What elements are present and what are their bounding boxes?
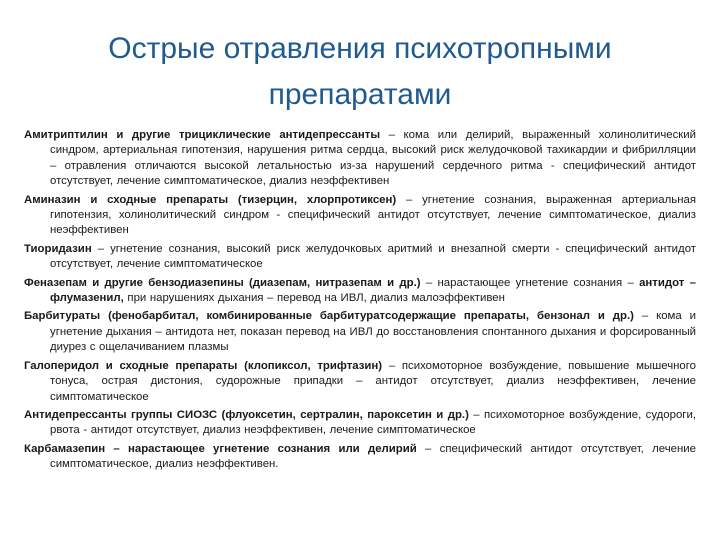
- drug-name: Барбитураты (фенобарбитал, комбинированные барбитуратсодержащие препараты, бензонал и др.): [24, 310, 634, 323]
- drug-description: – кома или делирий, выраженный холинолитический синдром, артериальная гипотензия, нарушения ритма сердца, высокий риск желудочковой тахикардии и фибрилляции – отравления отличаются высокой летальностью из-за нарушений сердечного ритма - специфический антидот отсутствует, лечение симптоматическое, диализ неэффективен: [50, 129, 696, 188]
- paragraph-barbiturates: [24, 309, 696, 355]
- paragraph-thioridazine: [24, 242, 696, 273]
- slide-content: [24, 128, 696, 476]
- paragraph-aminazine: [24, 193, 696, 239]
- drug-name: Тиоридазин: [24, 242, 92, 255]
- paragraph-carbamazepine: [24, 442, 696, 473]
- drug-description: – психомоторное возбуждение, судороги, рвота - антидот отсутствует, диализ неэффективен, лечение симптоматическое: [50, 408, 696, 437]
- drug-description: – кома и угнетение дыхания – антидота нет, показан перевод на ИВЛ до восстановления спонтанного дыхания и форсированный диурез с ощелачиванием плазмы: [50, 310, 696, 354]
- drug-name: Галоперидол и сходные препараты (клопиксол, трифтазин): [24, 359, 383, 372]
- slide-title-line-2: препаратами: [268, 78, 452, 111]
- drug-name: Антидепрессанты группы СИОЗС (флуоксетин, сертралин, пароксетин и др.): [24, 408, 469, 421]
- paragraph-phenazepam: [24, 276, 696, 307]
- paragraph-haloperidol: [24, 359, 696, 405]
- drug-name: Амитриптилин и другие трициклические антидепрессанты: [24, 129, 381, 141]
- drug-description: – угнетение сознания, высокий риск желудочковых аритмий и внезапной смерти - специфический антидот отсутствует, лечение симптоматическое: [50, 242, 696, 271]
- drug-name: Феназепам и другие бензодиазепины (диазепам, нитразепам и др.): [24, 276, 421, 289]
- drug-description: – специфический антидот отсутствует, лечение симптоматическое, диализ неэффективен.: [50, 442, 696, 471]
- drug-description: – угнетение сознания, выраженная артериальная гипотензия, холинолитический синдром - специфический антидот отсутствует, лечение симптоматическое, диализ неэффективен: [50, 193, 696, 237]
- drug-description: – нарастающее угнетение сознания –: [420, 276, 640, 289]
- slide-title-line-1: Острые отравления психотропными: [108, 32, 612, 65]
- drug-name: Карбамазепин – нарастающее угнетение сознания или делирий: [24, 442, 417, 455]
- drug-description-continued: при нарушениях дыхания – перевод на ИВЛ, диализ малоэффективен: [123, 292, 505, 305]
- antidote-name: антидот – флумазенил,: [50, 276, 696, 305]
- paragraph-ssri: [24, 408, 696, 439]
- slide-title: [40, 26, 680, 118]
- drug-name: Аминазин и сходные препараты (тизерцин, хлорпротиксен): [24, 193, 397, 206]
- paragraph-amitriptyline: [24, 128, 696, 190]
- drug-description: – психомоторное возбуждение, повышение мышечного тонуса, острая дистония, судорожные припадки – антидот отсутствует, диализ неэффективен, лечение симптоматическое: [50, 359, 696, 403]
